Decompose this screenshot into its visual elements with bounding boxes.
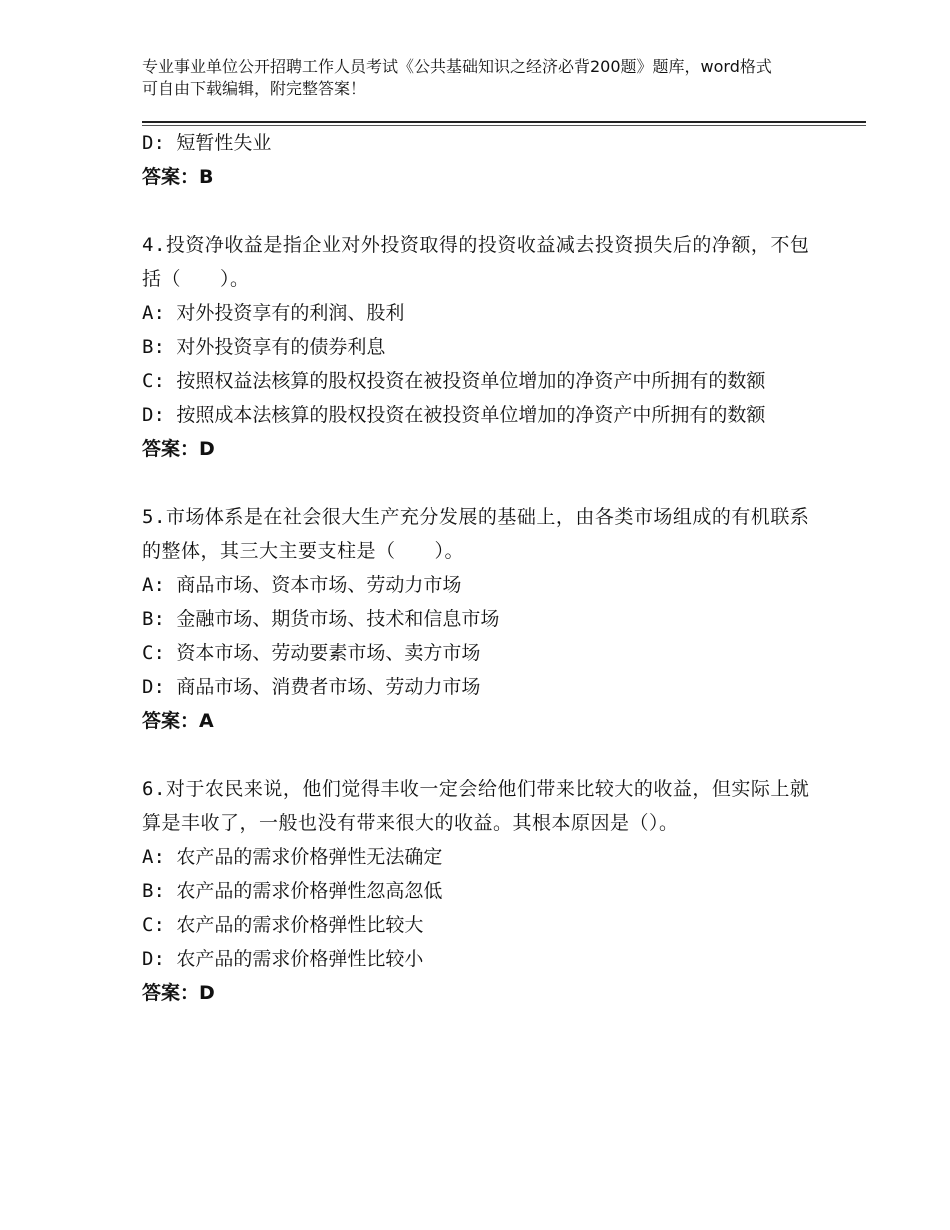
- option-a: A: 农产品的需求价格弹性无法确定: [142, 846, 443, 868]
- option-d: D: 短暂性失业: [142, 132, 272, 154]
- answer: 答案：D: [142, 438, 215, 460]
- question-5: [142, 500, 822, 738]
- spacer: [142, 466, 822, 500]
- option-d: D: 按照成本法核算的股权投资在被投资单位增加的净资产中所拥有的数额: [142, 404, 766, 426]
- option-a: A: 对外投资享有的利润、股利: [142, 302, 405, 324]
- option-a: A: 商品市场、资本市场、劳动力市场: [142, 574, 462, 596]
- spacer: [142, 738, 822, 772]
- header-rule-thick: [142, 121, 866, 123]
- option-d: D: 商品市场、消费者市场、劳动力市场: [142, 676, 481, 698]
- spacer: [142, 194, 822, 228]
- option-b: B: 农产品的需求价格弹性忽高忽低: [142, 880, 443, 902]
- option-c: C: 农产品的需求价格弹性比较大: [142, 914, 424, 936]
- answer: 答案：A: [142, 710, 214, 732]
- option-d: D: 农产品的需求价格弹性比较小: [142, 948, 424, 970]
- question-stem: 5.市场体系是在社会很大生产充分发展的基础上，由各类市场组成的有机联系的整体，其三大主要支柱是（ ）。: [142, 506, 810, 562]
- answer: 答案：B: [142, 166, 214, 188]
- option-c: C: 资本市场、劳动要素市场、卖方市场: [142, 642, 481, 664]
- question-stem: 4.投资净收益是指企业对外投资取得的投资收益减去投资损失后的净额，不包括（ ）。: [142, 234, 810, 290]
- document-header: [142, 56, 782, 100]
- question-stem: 6.对于农民来说，他们觉得丰收一定会给他们带来比较大的收益，但实际上就算是丰收了，一般也没有带来很大的收益。其根本原因是（）。: [142, 778, 810, 834]
- answer: 答案：D: [142, 982, 215, 1004]
- question-3-tail: [142, 126, 822, 194]
- question-list: [142, 126, 822, 1010]
- question-6: [142, 772, 822, 1010]
- document-title: 专业事业单位公开招聘工作人员考试《公共基础知识之经济必背200题》题库，word格式可自由下载编辑，附完整答案！: [142, 57, 772, 98]
- option-c: C: 按照权益法核算的股权投资在被投资单位增加的净资产中所拥有的数额: [142, 370, 766, 392]
- option-b: B: 金融市场、期货市场、技术和信息市场: [142, 608, 500, 630]
- question-4: [142, 228, 822, 466]
- option-b: B: 对外投资享有的债券利息: [142, 336, 386, 358]
